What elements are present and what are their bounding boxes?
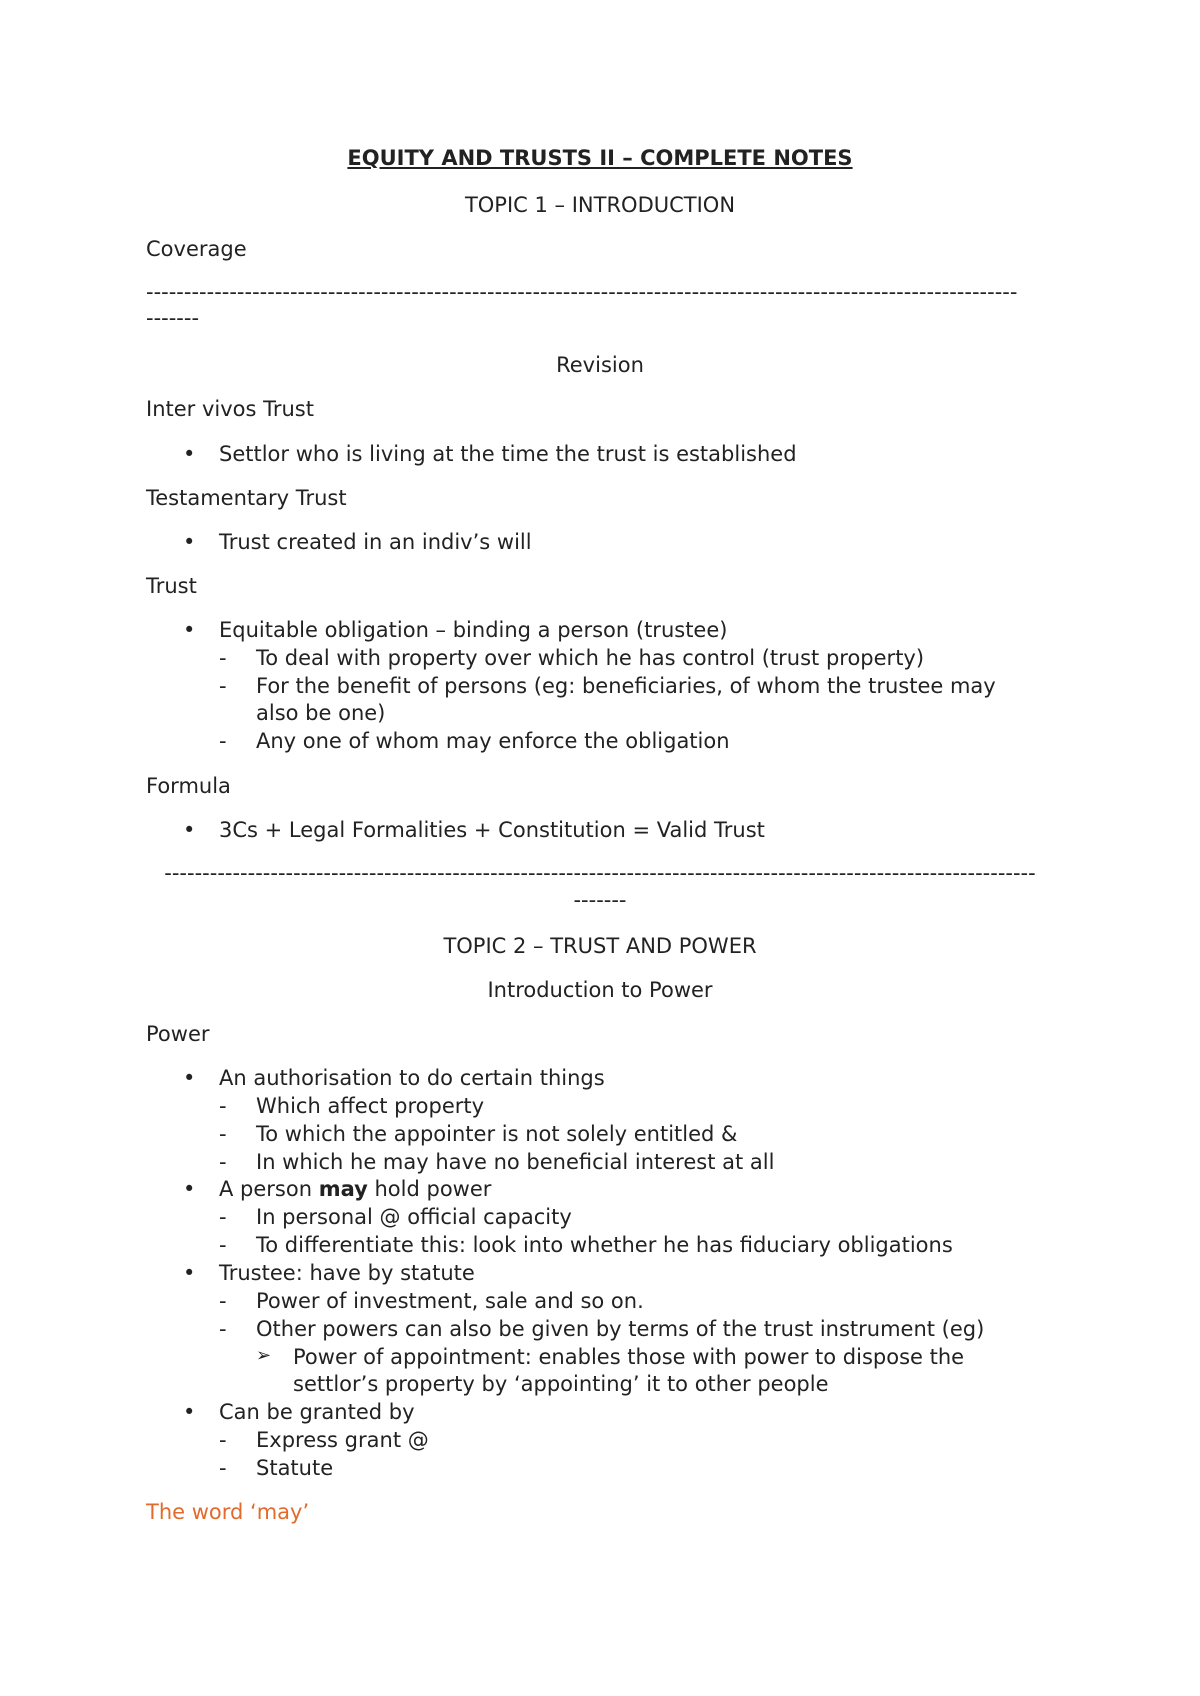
sub-sub-list-item-continued: settlor’s property by ‘appointing’ it to other people [293, 1372, 829, 1396]
bullet-icon: • [183, 530, 196, 554]
sub-list-item: To differentiate this: look into whether he has fiduciary obligations [256, 1233, 953, 1257]
topic2-subheading: Introduction to Power [487, 978, 713, 1002]
sub-list-item: To deal with property over which he has control (trust property) [256, 646, 925, 670]
topic2-heading: TOPIC 2 – TRUST AND POWER [443, 934, 757, 958]
divider-line: ------------------------------------------------------------------------------------------------------------------- [146, 280, 1018, 304]
divider-line-wrap: ------- [573, 888, 627, 912]
sub-list-item: Power of investment, sale and so on. [256, 1289, 644, 1313]
list-item: Can be granted by [219, 1400, 415, 1424]
divider-line-wrap: ------- [146, 306, 200, 330]
dash-icon: - [219, 1233, 227, 1257]
sub-list-item: In personal @ official capacity [256, 1205, 572, 1229]
list-item: An authorisation to do certain things [219, 1066, 605, 1090]
dash-icon: - [219, 1094, 227, 1118]
bullet-icon: • [183, 1177, 196, 1201]
revision-heading: Revision [556, 353, 644, 377]
bullet-icon: • [183, 1261, 196, 1285]
coverage-heading: Coverage [146, 237, 247, 261]
bullet-icon: • [183, 1400, 196, 1424]
arrow-bullet-icon: ➢ [256, 1345, 272, 1366]
sub-list-item: Express grant @ [256, 1428, 429, 1452]
sub-list-item: In which he may have no beneficial interest at all [256, 1150, 775, 1174]
bullet-icon: • [183, 818, 196, 842]
dash-icon: - [219, 1122, 227, 1146]
emphasis-may: may [318, 1177, 368, 1201]
power-heading: Power [146, 1022, 210, 1046]
dash-icon: - [219, 1205, 227, 1229]
sub-list-item: Which affect property [256, 1094, 485, 1118]
trust-heading: Trust [146, 574, 197, 598]
list-item: Trust created in an indiv’s will [219, 530, 532, 554]
list-item [219, 1177, 491, 1201]
sub-list-item: Other powers can also be given by terms of the trust instrument (eg) [256, 1317, 985, 1341]
dash-icon: - [219, 646, 227, 670]
testamentary-heading: Testamentary Trust [146, 486, 347, 510]
list-item: Equitable obligation – binding a person (trustee) [219, 618, 728, 642]
dash-icon: - [219, 674, 227, 698]
inter-vivos-heading: Inter vivos Trust [146, 397, 314, 421]
topic1-heading: TOPIC 1 – INTRODUCTION [464, 193, 736, 217]
document-title: EQUITY AND TRUSTS II – COMPLETE NOTES [347, 146, 853, 170]
list-item: 3Cs + Legal Formalities + Constitution = Valid Trust [219, 818, 765, 842]
sub-list-item: Any one of whom may enforce the obligation [256, 729, 730, 753]
bullet-icon: • [183, 442, 196, 466]
dash-icon: - [219, 1456, 227, 1480]
list-item-text: hold power [367, 1177, 492, 1201]
dash-icon: - [219, 1150, 227, 1174]
list-item-text: A person [219, 1177, 319, 1201]
dash-icon: - [219, 1317, 227, 1341]
dash-icon: - [219, 1428, 227, 1452]
sub-list-item-continued: also be one) [256, 701, 386, 725]
list-item: Settlor who is living at the time the trust is established [219, 442, 797, 466]
list-item: Trustee: have by statute [219, 1261, 475, 1285]
divider-line: ------------------------------------------------------------------------------------------------------------------- [164, 861, 1036, 885]
bullet-icon: • [183, 618, 196, 642]
sub-list-item: For the benefit of persons (eg: beneficiaries, of whom the trustee may [256, 674, 996, 698]
dash-icon: - [219, 729, 227, 753]
sub-sub-list-item: Power of appointment: enables those with power to dispose the [293, 1345, 965, 1369]
bullet-icon: • [183, 1066, 196, 1090]
sub-list-item: To which the appointer is not solely entitled & [256, 1122, 738, 1146]
section-heading-word-may: The word ‘may’ [146, 1500, 310, 1524]
sub-list-item: Statute [256, 1456, 334, 1480]
formula-heading: Formula [146, 774, 231, 798]
dash-icon: - [219, 1289, 227, 1313]
